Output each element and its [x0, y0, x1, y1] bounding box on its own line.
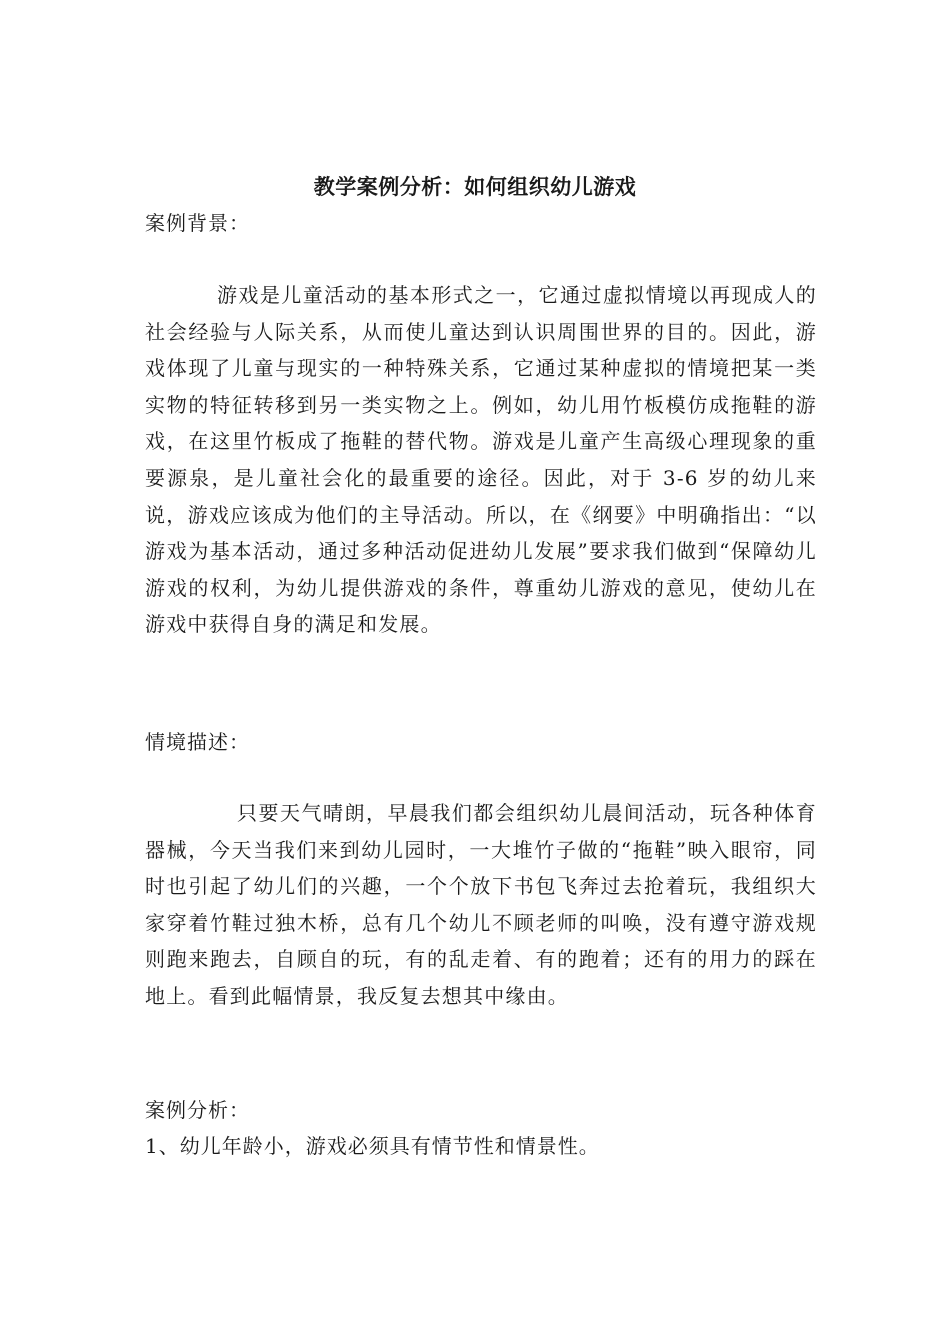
section-heading-analysis: 案例分析：	[145, 1098, 250, 1122]
situation-paragraph: 只要天气晴朗，早晨我们都会组织幼儿晨间活动，玩各种体育器械，今天当我们来到幼儿园时，一大堆竹子做的“拖鞋”映入眼帘，同时也引起了幼儿们的兴趣，一个个放下书包飞奔过去抢着玩，我组织大家穿着竹鞋过独木桥，总有几个幼儿不顾老师的叫唤，没有遵守游戏规则跑来跑去，自顾自的玩，有的乱走着、有的跑着；还有的用力的踩在地上。看到此幅情景，我反复去想其中缘由。	[145, 801, 817, 1008]
analysis-item-1: 1、幼儿年龄小，游戏必须具有情节性和情景性。	[145, 1134, 600, 1158]
document-title: 教学案例分析：如何组织幼儿游戏	[313, 174, 637, 199]
section-heading-situation: 情境描述：	[145, 730, 250, 754]
section-heading-background: 案例背景：	[145, 211, 250, 235]
background-paragraph: 游戏是儿童活动的基本形式之一，它通过虚拟情境以再现成人的社会经验与人际关系，从而使儿童达到认识周围世界的目的。因此，游戏体现了儿童与现实的一种特殊关系，它通过某种虚拟的情境把某一类实物的特征转移到另一类实物之上。例如，幼儿用竹板模仿成拖鞋的游戏，在这里竹板成了拖鞋的替代物。游戏是儿童产生高级心理现象的重要源泉，是儿童社会化的最重要的途径。因此，对于 3-6 岁的幼儿来说，游戏应该成为他们的主导活动。所以，在《纲要》中明确指出：“以游戏为基本活动，通过多种活动促进幼儿发展”要求我们做到“保障幼儿游戏的权利，为幼儿提供游戏的条件，尊重幼儿游戏的意见，使幼儿在游戏中获得自身的满足和发展。	[145, 283, 817, 637]
